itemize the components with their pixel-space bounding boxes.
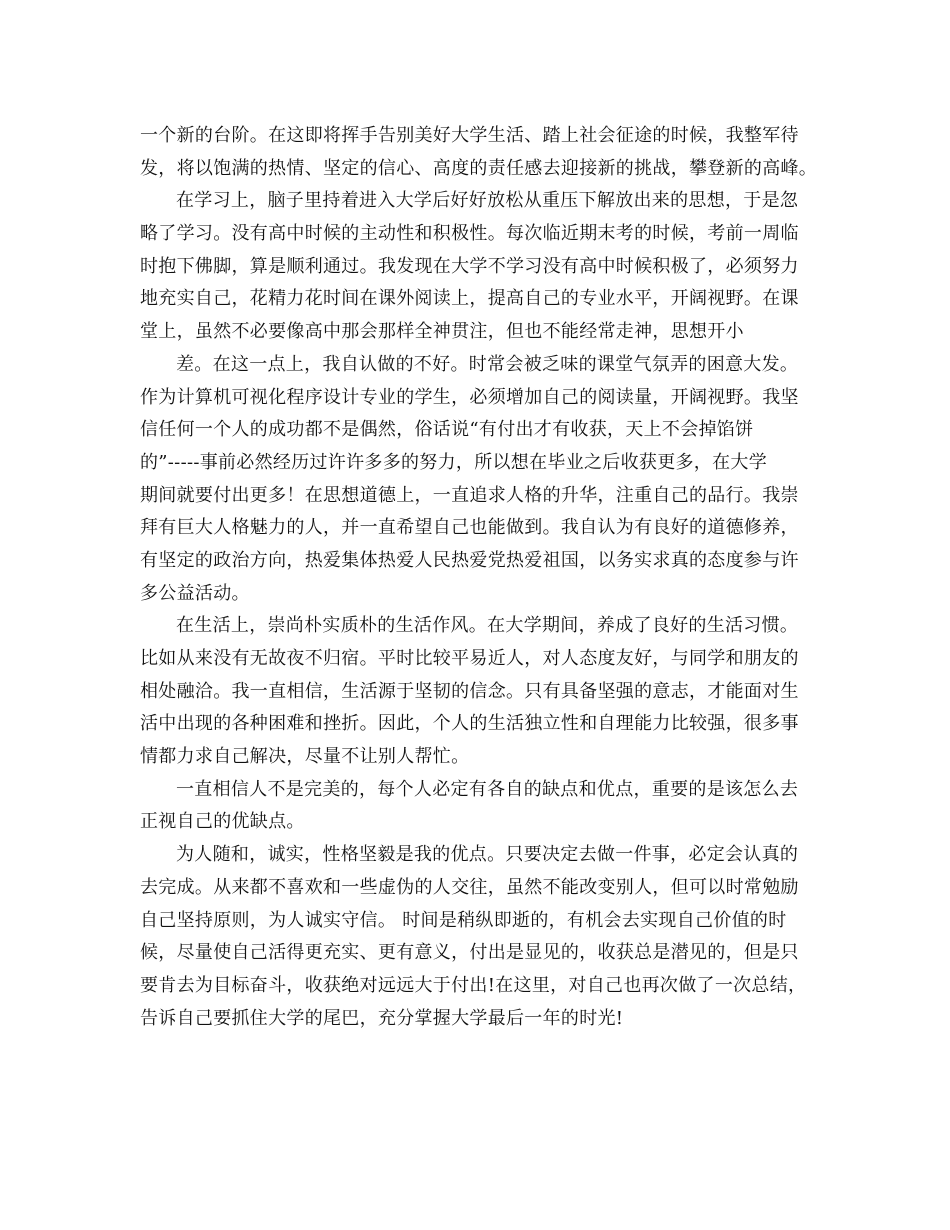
text-line: 时抱下佛脚，算是顺利通过。我发现在大学不学习没有高中时候积极了，必须努力 <box>140 255 799 277</box>
text-line: 略了学习。没有高中时候的主动性和积极性。每次临近期末考的时候，考前一周临 <box>140 223 799 245</box>
text-line: 期间就要付出更多！在思想道德上，一直追求人格的升华，注重自己的品行。我崇 <box>140 484 799 506</box>
paragraph-first-line: 一直相信人不是完美的，每个人必定有各自的缺点和优点，重要的是该怎么去 <box>176 778 799 800</box>
text-line: 正视自己的优缺点。 <box>140 811 305 833</box>
text-line: 作为计算机可视化程序设计专业的学生，必须增加自己的阅读量，开阔视野。我坚 <box>140 386 799 408</box>
text-line: 告诉自己要抓住大学的尾巴，充分掌握大学最后一年的时光! <box>140 1007 624 1029</box>
text-line: 的”-----事前必然经历过许许多多的努力，所以想在毕业之后收获更多，在大学 <box>140 451 768 473</box>
text-line: 候，尽量使自己活得更充实、更有意义，付出是显见的，收获总是潜见的，但是只 <box>140 942 799 964</box>
text-line: 去完成。从来都不喜欢和一些虚伪的人交往，虽然不能改变别人，但可以时常勉励 <box>140 876 799 898</box>
text-line: 自己坚持原则，为人诚实守信。 时间是稍纵即逝的，有机会去实现自己价值的时 <box>140 909 787 931</box>
paragraph-first-line: 差。在这一点上，我自认做的不好。时常会被乏味的课堂气氛弄的困意大发。 <box>176 353 799 375</box>
document-body <box>140 120 820 1035</box>
text-line: 要肯去为目标奋斗，收获绝对远远大于付出!在这里，对自己也再次做了一次总结， <box>140 974 807 996</box>
text-line: 多公益活动。 <box>140 582 250 604</box>
text-line: 堂上，虽然不必要像高中那会那样全神贯注，但也不能经常走神，思想开小 <box>140 321 744 343</box>
text-line: 有坚定的政治方向，热爱集体热爱人民热爱党热爱祖国，以务实求真的态度参与许 <box>140 549 799 571</box>
text-line: 地充实自己，花精力花时间在课外阅读上，提高自己的专业水平，开阔视野。在课 <box>140 288 799 310</box>
text-line: 活中出现的各种困难和挫折。因此，个人的生活独立性和自理能力比较强，很多事 <box>140 713 799 735</box>
text-line: 发，将以饱满的热情、坚定的信心、高度的责任感去迎接新的挑战，攀登新的高峰。 <box>140 157 818 179</box>
text-line: 情都力求自己解决，尽量不让别人帮忙。 <box>140 746 470 768</box>
text-line: 一个新的台阶。在这即将挥手告别美好大学生活、踏上社会征途的时候，我整军待 <box>140 125 799 146</box>
paragraph-first-line: 在生活上，崇尚朴实质朴的生活作风。在大学期间，养成了良好的生活习惯。 <box>176 615 799 637</box>
text-line: 拜有巨大人格魅力的人，并一直希望自己也能做到。我自认为有良好的道德修养， <box>140 517 799 539</box>
text-line: 信任何一个人的成功都不是偶然，俗话说“有付出才有收获，天上不会掉馅饼 <box>140 419 754 441</box>
text-line: 比如从来没有无故夜不归宿。平时比较平易近人，对人态度友好，与同学和朋友的 <box>140 648 799 669</box>
paragraph-first-line: 在学习上，脑子里持着进入大学后好好放松从重压下解放出来的思想，于是忽 <box>176 190 799 212</box>
paragraph-first-line: 为人随和，诚实，性格坚毅是我的优点。只要决定去做一件事，必定会认真的 <box>176 844 799 866</box>
text-line: 相处融洽。我一直相信，生活源于坚韧的信念。只有具备坚强的意志，才能面对生 <box>140 680 799 702</box>
